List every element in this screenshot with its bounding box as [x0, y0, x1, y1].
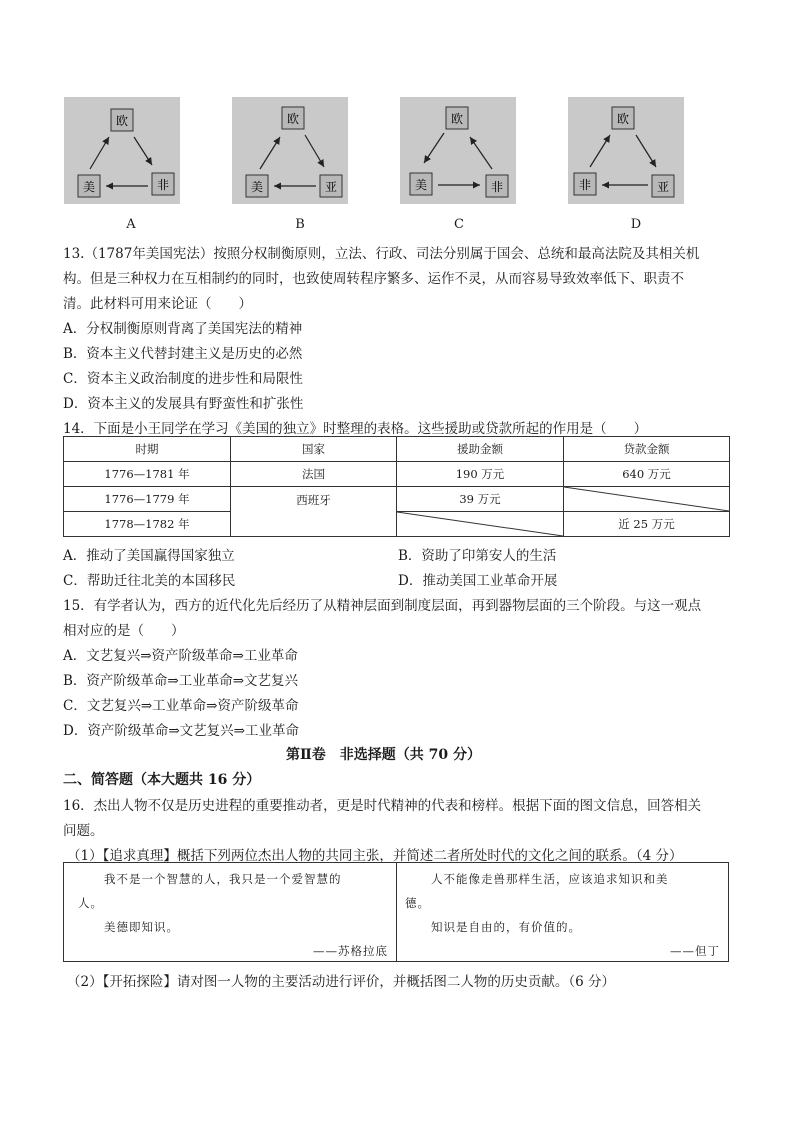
q13-option-a[interactable]: A．分权制衡原则背离了美国宪法的精神: [63, 321, 303, 337]
quote-dante: [397, 863, 728, 961]
figure-node: 欧: [450, 112, 464, 126]
q15-stem-line2: 相对应的是（ ）: [63, 623, 185, 639]
q16-sub2: （2）【开拓探险】请对图一人物的主要活动进行评价，并概括图二人物的历史贡献。（6 分）: [67, 974, 615, 990]
table-cell: 西班牙: [231, 487, 397, 537]
figure-c: [400, 97, 516, 204]
quote-text: 人不能像走兽那样生活，应该追求知识和美: [431, 872, 669, 886]
q15-option-c[interactable]: C．文艺复兴⇒工业革命⇒资产阶级革命: [63, 698, 299, 714]
table-row: [64, 487, 730, 512]
q13-option-d[interactable]: D．资本主义的发展具有野蛮性和扩张性: [63, 396, 304, 412]
figure-node: 欧: [616, 112, 630, 126]
table-cell-empty: [397, 512, 564, 537]
table-row: [64, 462, 730, 487]
figure-label-d: D: [630, 217, 642, 232]
q15-option-b[interactable]: B．资产阶级革命⇒工业革命⇒文艺复兴: [63, 673, 299, 689]
table-header: 时期: [64, 437, 231, 462]
table-cell: 1776—1779 年: [64, 487, 231, 512]
q16-stem-line1: 16．杰出人物不仅是历史进程的重要推动者，更是时代精神的代表和榜样。根据下面的图文信息，回答相关: [63, 798, 702, 814]
quote-box: [63, 862, 729, 962]
quote-text: 知识是自由的，有价值的。: [431, 920, 581, 934]
figure-label-b: B: [295, 217, 305, 232]
q14-option-b[interactable]: B．资助了印第安人的生活: [398, 548, 557, 564]
aid-table: [63, 436, 730, 537]
quote-author: ——苏格拉底: [313, 944, 388, 958]
q15-option-d[interactable]: D．资产阶级革命⇒文艺复兴⇒工业革命: [63, 723, 299, 739]
q15-option-a[interactable]: A．文艺复兴⇒资产阶级革命⇒工业革命: [63, 648, 298, 664]
table-header: 国家: [231, 437, 397, 462]
figure-node: 亚: [324, 180, 338, 194]
quote-text: 德。: [405, 896, 430, 910]
q14-option-a[interactable]: A．推动了美国赢得国家独立: [63, 548, 235, 564]
quote-text: 美德即知识。: [104, 920, 179, 934]
q16-sub1: （1）【追求真理】概括下列两位杰出人物的共同主张，并简述二者所处时代的文化之间的联系。（4 分）: [67, 848, 683, 864]
figure-node: 非: [578, 178, 592, 192]
quote-author: ——但丁: [670, 944, 720, 958]
figure-node: 非: [156, 178, 170, 192]
figure-a: [64, 97, 180, 204]
figure-node: 欧: [115, 114, 129, 128]
figure-label-a: A: [126, 217, 136, 232]
figure-node: 美: [250, 180, 264, 194]
table-cell: 法国: [231, 462, 397, 487]
figure-node: 亚: [656, 180, 670, 194]
figure-d: [568, 97, 684, 204]
q13-option-b[interactable]: B．资本主义代替封建主义是历史的必然: [63, 346, 303, 362]
quote-text: 人。: [78, 896, 103, 910]
table-cell-empty: [564, 487, 730, 512]
figure-node: 美: [414, 178, 428, 192]
q14-option-d[interactable]: D．推动美国工业革命开展: [398, 573, 558, 589]
table-header: 援助金额: [397, 437, 564, 462]
q14-stem: 14．下面是小王同学在学习《美国的独立》时整理的表格。这些援助或贷款所起的作用是（ ）: [63, 421, 648, 437]
q16-stem-line2: 问题。: [63, 823, 104, 839]
quote-text: 我不是一个智慧的人，我只是一个爱智慧的: [104, 872, 342, 886]
figure-node: 欧: [286, 112, 300, 126]
figure-node: 美: [82, 180, 96, 194]
q13-stem-line2: 构。但是三种权力在互相制约的同时，也致使周转程序繁多、运作不灵，从而容易导致效率低下、职责不: [63, 271, 684, 287]
table-cell: 近 25 万元: [564, 512, 730, 537]
q13-stem-line1: 13.（1787年美国宪法）按照分权制衡原则，立法、行政、司法分别属于国会、总统和最高法院及其相关机: [63, 246, 700, 262]
table-header: 贷款金额: [564, 437, 730, 462]
quote-socrates: [64, 863, 397, 961]
table-cell: 1776—1781 年: [64, 462, 231, 487]
q14-option-c[interactable]: C．帮助迁往北美的本国移民: [63, 573, 236, 589]
figure-node: 非: [490, 180, 504, 194]
q13-option-c[interactable]: C．资本主义政治制度的进步性和局限性: [63, 371, 303, 387]
figure-label-c: C: [454, 217, 464, 232]
section2-title: 二、简答题（本大题共 16 分）: [63, 772, 261, 788]
table-cell: 1778—1782 年: [64, 512, 231, 537]
table-cell: 190 万元: [397, 462, 564, 487]
q15-stem-line1: 15．有学者认为，西方的近代化先后经历了从精神层面到制度层面，再到器物层面的三个阶段。与这一观点: [63, 598, 702, 614]
table-row: [64, 512, 730, 537]
table-cell: 39 万元: [397, 487, 564, 512]
part2-title: 第Ⅱ卷 非选择题（共 70 分）: [286, 747, 482, 763]
figure-b: [232, 97, 348, 204]
q13-stem-line3: 清。此材料可用来论证（ ）: [63, 296, 252, 312]
table-cell: 640 万元: [564, 462, 730, 487]
